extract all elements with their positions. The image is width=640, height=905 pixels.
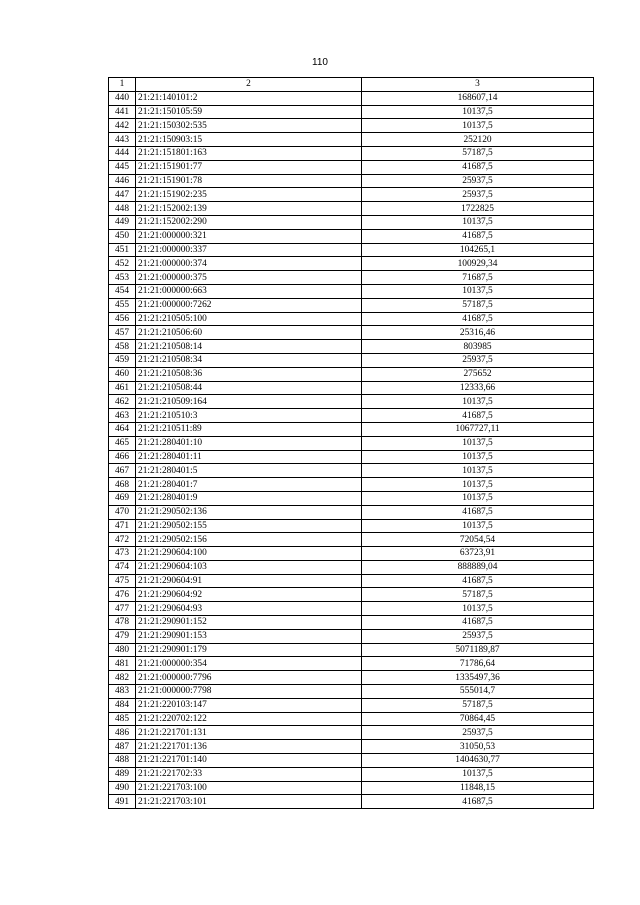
cadastral-number: 21:21:210511:89 — [136, 422, 362, 436]
row-number: 460 — [109, 367, 136, 381]
cadastral-value: 10137,5 — [362, 519, 594, 533]
table-row — [109, 698, 594, 712]
cadastral-value: 10137,5 — [362, 478, 594, 492]
cadastral-number: 21:21:000000:374 — [136, 257, 362, 271]
cadastral-value: 803985 — [362, 340, 594, 354]
table-row — [109, 436, 594, 450]
row-number: 471 — [109, 519, 136, 533]
table-row — [109, 795, 594, 809]
column-header-3: 3 — [362, 78, 594, 92]
cadastral-number: 21:21:290502:136 — [136, 505, 362, 519]
row-number: 475 — [109, 574, 136, 588]
row-number: 483 — [109, 685, 136, 699]
cadastral-value: 1404630,77 — [362, 754, 594, 768]
cadastral-value: 10137,5 — [362, 767, 594, 781]
table-row — [109, 119, 594, 133]
row-number: 440 — [109, 91, 136, 105]
table-row — [109, 643, 594, 657]
cadastral-value: 41687,5 — [362, 795, 594, 809]
cadastral-number: 21:21:290604:91 — [136, 574, 362, 588]
table-row — [109, 133, 594, 147]
table-row — [109, 478, 594, 492]
table-row — [109, 491, 594, 505]
table-row — [109, 395, 594, 409]
cadastral-number: 21:21:000000:337 — [136, 243, 362, 257]
row-number: 444 — [109, 146, 136, 160]
cadastral-value: 41687,5 — [362, 574, 594, 588]
table-row — [109, 91, 594, 105]
cadastral-value: 10137,5 — [362, 284, 594, 298]
cadastral-value: 10137,5 — [362, 464, 594, 478]
cadastral-number: 21:21:000000:321 — [136, 229, 362, 243]
cadastral-number: 21:21:210508:44 — [136, 381, 362, 395]
row-number: 461 — [109, 381, 136, 395]
row-number: 455 — [109, 298, 136, 312]
row-number: 470 — [109, 505, 136, 519]
cadastral-value: 10137,5 — [362, 215, 594, 229]
row-number: 468 — [109, 478, 136, 492]
row-number: 487 — [109, 740, 136, 754]
cadastral-value: 10137,5 — [362, 119, 594, 133]
table-row — [109, 464, 594, 478]
cadastral-number: 21:21:151901:77 — [136, 160, 362, 174]
table-row — [109, 202, 594, 216]
cadastral-number: 21:21:290901:179 — [136, 643, 362, 657]
table-row — [109, 560, 594, 574]
row-number: 442 — [109, 119, 136, 133]
table-row — [109, 367, 594, 381]
cadastral-value: 41687,5 — [362, 505, 594, 519]
table-row — [109, 243, 594, 257]
row-number: 484 — [109, 698, 136, 712]
table-row — [109, 754, 594, 768]
cadastral-number: 21:21:290901:152 — [136, 616, 362, 630]
cadastral-value: 25937,5 — [362, 188, 594, 202]
cadastral-value: 41687,5 — [362, 229, 594, 243]
cadastral-value: 275652 — [362, 367, 594, 381]
row-number: 472 — [109, 533, 136, 547]
cadastral-value: 10137,5 — [362, 105, 594, 119]
cadastral-value: 10137,5 — [362, 491, 594, 505]
cadastral-number: 21:21:152002:139 — [136, 202, 362, 216]
row-number: 448 — [109, 202, 136, 216]
cadastral-number: 21:21:280401:10 — [136, 436, 362, 450]
row-number: 452 — [109, 257, 136, 271]
table-row — [109, 409, 594, 423]
row-number: 450 — [109, 229, 136, 243]
row-number: 445 — [109, 160, 136, 174]
column-header-1: 1 — [109, 78, 136, 92]
cadastral-value: 1067727,11 — [362, 422, 594, 436]
cadastral-value: 100929,34 — [362, 257, 594, 271]
cadastral-value: 25316,46 — [362, 326, 594, 340]
table-row — [109, 588, 594, 602]
cadastral-number: 21:21:152002:290 — [136, 215, 362, 229]
table-row — [109, 174, 594, 188]
cadastral-value: 555014,7 — [362, 685, 594, 699]
row-number: 463 — [109, 409, 136, 423]
row-number: 454 — [109, 284, 136, 298]
table-body — [109, 91, 594, 808]
table-row — [109, 574, 594, 588]
row-number: 458 — [109, 340, 136, 354]
row-number: 464 — [109, 422, 136, 436]
row-number: 441 — [109, 105, 136, 119]
table-row — [109, 450, 594, 464]
cadastral-value: 57187,5 — [362, 146, 594, 160]
table-row — [109, 381, 594, 395]
table-row — [109, 160, 594, 174]
row-number: 459 — [109, 353, 136, 367]
cadastral-number: 21:21:290604:103 — [136, 560, 362, 574]
table-row — [109, 229, 594, 243]
table-row — [109, 422, 594, 436]
table-row — [109, 629, 594, 643]
row-number: 478 — [109, 616, 136, 630]
cadastral-number: 21:21:150105:59 — [136, 105, 362, 119]
cadastral-number: 21:21:210510:3 — [136, 409, 362, 423]
row-number: 456 — [109, 312, 136, 326]
table-row — [109, 326, 594, 340]
row-number: 482 — [109, 671, 136, 685]
table-row — [109, 215, 594, 229]
row-number: 457 — [109, 326, 136, 340]
table-row — [109, 188, 594, 202]
cadastral-number: 21:21:290604:92 — [136, 588, 362, 602]
cadastral-number: 21:21:000000:354 — [136, 657, 362, 671]
row-number: 449 — [109, 215, 136, 229]
row-number: 489 — [109, 767, 136, 781]
cadastral-value: 63723,91 — [362, 547, 594, 561]
cadastral-number: 21:21:210508:36 — [136, 367, 362, 381]
row-number: 477 — [109, 602, 136, 616]
cadastral-number: 21:21:280401:9 — [136, 491, 362, 505]
table-row — [109, 505, 594, 519]
cadastral-value: 25937,5 — [362, 353, 594, 367]
cadastral-number: 21:21:290901:153 — [136, 629, 362, 643]
cadastral-number: 21:21:000000:663 — [136, 284, 362, 298]
table-row — [109, 340, 594, 354]
table-row — [109, 547, 594, 561]
cadastral-value: 104265,1 — [362, 243, 594, 257]
cadastral-number: 21:21:220103:147 — [136, 698, 362, 712]
cadastral-value: 1722825 — [362, 202, 594, 216]
row-number: 479 — [109, 629, 136, 643]
cadastral-number: 21:21:151801:163 — [136, 146, 362, 160]
cadastral-value: 12333,66 — [362, 381, 594, 395]
cadastral-number: 21:21:150903:15 — [136, 133, 362, 147]
cadastral-value: 71687,5 — [362, 271, 594, 285]
cadastral-number: 21:21:210509:164 — [136, 395, 362, 409]
row-number: 446 — [109, 174, 136, 188]
table-row — [109, 271, 594, 285]
cadastral-value: 10137,5 — [362, 602, 594, 616]
cadastral-value: 25937,5 — [362, 174, 594, 188]
table-row — [109, 740, 594, 754]
row-number: 481 — [109, 657, 136, 671]
cadastral-number: 21:21:210508:34 — [136, 353, 362, 367]
cadastral-value: 1335497,36 — [362, 671, 594, 685]
table-row — [109, 767, 594, 781]
column-header-2: 2 — [136, 78, 362, 92]
cadastral-value: 252120 — [362, 133, 594, 147]
cadastral-value: 41687,5 — [362, 160, 594, 174]
table-row — [109, 519, 594, 533]
cadastral-number: 21:21:000000:7262 — [136, 298, 362, 312]
row-number: 467 — [109, 464, 136, 478]
row-number: 443 — [109, 133, 136, 147]
table-row — [109, 602, 594, 616]
cadastral-value: 10137,5 — [362, 450, 594, 464]
cadastral-value: 72054,54 — [362, 533, 594, 547]
cadastral-number: 21:21:221701:136 — [136, 740, 362, 754]
row-number: 466 — [109, 450, 136, 464]
cadastral-value: 5071189,87 — [362, 643, 594, 657]
cadastral-number: 21:21:280401:11 — [136, 450, 362, 464]
row-number: 486 — [109, 726, 136, 740]
table-row — [109, 616, 594, 630]
cadastral-value: 57187,5 — [362, 698, 594, 712]
row-number: 447 — [109, 188, 136, 202]
table-row — [109, 298, 594, 312]
table-row — [109, 685, 594, 699]
cadastral-value: 41687,5 — [362, 616, 594, 630]
table-row — [109, 284, 594, 298]
table-row — [109, 533, 594, 547]
row-number: 480 — [109, 643, 136, 657]
row-number: 453 — [109, 271, 136, 285]
cadastral-number: 21:21:290502:155 — [136, 519, 362, 533]
row-number: 469 — [109, 491, 136, 505]
cadastral-number: 21:21:140101:2 — [136, 91, 362, 105]
cadastral-value: 41687,5 — [362, 409, 594, 423]
cadastral-number: 21:21:280401:7 — [136, 478, 362, 492]
cadastral-number: 21:21:221701:131 — [136, 726, 362, 740]
cadastral-number: 21:21:221703:100 — [136, 781, 362, 795]
row-number: 490 — [109, 781, 136, 795]
cadastral-value: 57187,5 — [362, 588, 594, 602]
cadastral-number: 21:21:290502:156 — [136, 533, 362, 547]
cadastral-value: 25937,5 — [362, 629, 594, 643]
header-row — [109, 78, 594, 92]
page-number: 110 — [312, 57, 328, 68]
cadastral-number: 21:21:221701:140 — [136, 754, 362, 768]
cadastral-number: 21:21:221702:33 — [136, 767, 362, 781]
cadastral-value: 168607,14 — [362, 91, 594, 105]
row-number: 474 — [109, 560, 136, 574]
row-number: 488 — [109, 754, 136, 768]
cadastral-value-table — [108, 77, 594, 809]
cadastral-number: 21:21:210508:14 — [136, 340, 362, 354]
cadastral-number: 21:21:000000:7796 — [136, 671, 362, 685]
cadastral-number: 21:21:290604:93 — [136, 602, 362, 616]
row-number: 485 — [109, 712, 136, 726]
cadastral-value: 10137,5 — [362, 395, 594, 409]
row-number: 462 — [109, 395, 136, 409]
cadastral-number: 21:21:220702:122 — [136, 712, 362, 726]
cadastral-number: 21:21:290604:100 — [136, 547, 362, 561]
table-row — [109, 712, 594, 726]
table-header — [109, 78, 594, 92]
cadastral-number: 21:21:221703:101 — [136, 795, 362, 809]
row-number: 491 — [109, 795, 136, 809]
cadastral-value: 10137,5 — [362, 436, 594, 450]
cadastral-number: 21:21:000000:7798 — [136, 685, 362, 699]
table-row — [109, 353, 594, 367]
cadastral-value: 70864,45 — [362, 712, 594, 726]
table-row — [109, 312, 594, 326]
cadastral-value: 31050,53 — [362, 740, 594, 754]
cadastral-number: 21:21:210506:60 — [136, 326, 362, 340]
cadastral-number: 21:21:210505:100 — [136, 312, 362, 326]
table-row — [109, 671, 594, 685]
cadastral-number: 21:21:151901:78 — [136, 174, 362, 188]
table-row — [109, 105, 594, 119]
table-row — [109, 657, 594, 671]
row-number: 476 — [109, 588, 136, 602]
row-number: 451 — [109, 243, 136, 257]
cadastral-value: 41687,5 — [362, 312, 594, 326]
cadastral-value: 25937,5 — [362, 726, 594, 740]
table-row — [109, 146, 594, 160]
cadastral-value: 71786,64 — [362, 657, 594, 671]
cadastral-number: 21:21:000000:375 — [136, 271, 362, 285]
row-number: 465 — [109, 436, 136, 450]
cadastral-number: 21:21:151902:235 — [136, 188, 362, 202]
cadastral-number: 21:21:150302:535 — [136, 119, 362, 133]
cadastral-value: 57187,5 — [362, 298, 594, 312]
cadastral-value: 11848,15 — [362, 781, 594, 795]
table-row — [109, 257, 594, 271]
table-row — [109, 726, 594, 740]
cadastral-value: 888889,04 — [362, 560, 594, 574]
cadastral-number: 21:21:280401:5 — [136, 464, 362, 478]
table-row — [109, 781, 594, 795]
row-number: 473 — [109, 547, 136, 561]
